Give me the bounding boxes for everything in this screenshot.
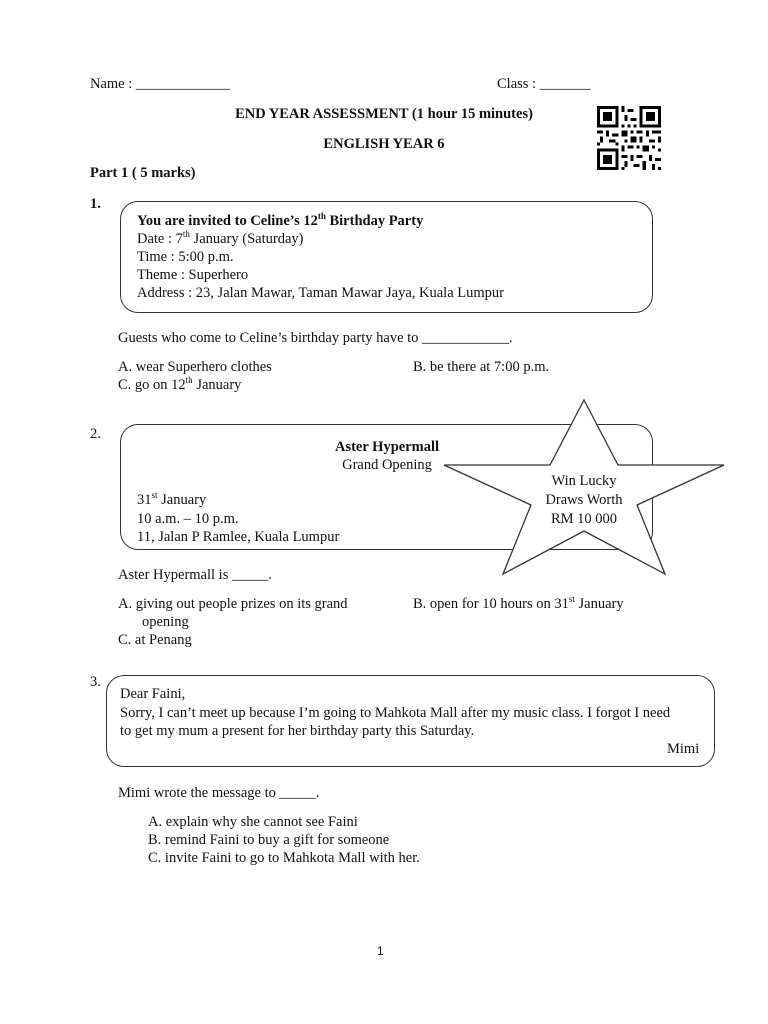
- assessment-subtitle: ENGLISH YEAR 6: [323, 136, 445, 152]
- q1-invitation-address: Address : 23, Jalan Mawar, Taman Mawar Jaya, Kuala Lumpur: [137, 285, 504, 301]
- q1-invitation-theme: Theme : Superhero: [137, 267, 249, 283]
- class-field-label: Class : _______: [497, 76, 591, 92]
- q3-message-body-line1: Sorry, I can’t meet up because I’m going to Mahkota Mall after my music class. I forgot I need: [120, 705, 671, 721]
- assessment-title: END YEAR ASSESSMENT (1 hour 15 minutes): [235, 106, 533, 122]
- q3-option-a[interactable]: A. explain why she cannot see Faini: [148, 814, 358, 830]
- q3-number: 3.: [90, 674, 101, 690]
- q1-option-a[interactable]: A. wear Superhero clothes: [118, 359, 272, 375]
- part-heading: Part 1 ( 5 marks): [90, 165, 196, 181]
- star-text-line3: RM 10 000: [550, 511, 618, 527]
- q3-message-signature: Mimi: [667, 741, 700, 757]
- q2-advert-address: 11, Jalan P Ramlee, Kuala Lumpur: [137, 529, 340, 545]
- q2-option-b[interactable]: B. open for 10 hours on 31st January: [413, 594, 624, 612]
- q2-number: 2.: [90, 426, 101, 442]
- q3-option-c[interactable]: C. invite Faini to go to Mahkota Mall with her.: [148, 850, 420, 866]
- q2-option-a[interactable]: A. giving out people prizes on its grand: [118, 596, 348, 612]
- q2-question: Aster Hypermall is _____.: [118, 567, 272, 583]
- q3-option-b[interactable]: B. remind Faini to buy a gift for someone: [148, 832, 390, 848]
- q1-option-b[interactable]: B. be there at 7:00 p.m.: [413, 359, 550, 375]
- star-text-line2: Draws Worth: [545, 492, 623, 508]
- q3-question: Mimi wrote the message to _____.: [118, 785, 320, 801]
- qr-code-icon: [597, 106, 661, 170]
- q3-message-greeting: Dear Faini,: [120, 686, 186, 702]
- q2-advert-time: 10 a.m. – 10 p.m.: [137, 511, 239, 527]
- q2-option-c[interactable]: C. at Penang: [118, 632, 192, 648]
- q2-option-a-continued: opening: [142, 614, 189, 630]
- star-text-line1: Win Lucky: [551, 473, 617, 489]
- q1-number: 1.: [90, 196, 101, 212]
- q2-advert-subtitle: Grand Opening: [342, 457, 432, 473]
- q2-advert-date: 31st January: [137, 490, 207, 508]
- page-number: 1: [377, 944, 384, 958]
- q1-question: Guests who come to Celine’s birthday party have to ____________.: [118, 330, 513, 346]
- q2-advert-title: Aster Hypermall: [334, 439, 440, 455]
- q1-option-c[interactable]: C. go on 12th January: [118, 375, 242, 393]
- q3-message-body-line2: to get my mum a present for her birthday party this Saturday.: [120, 723, 475, 739]
- q1-invitation-title: You are invited to Celine’s 12th Birthday Party: [137, 211, 424, 229]
- q1-invitation-date: Date : 7th January (Saturday): [137, 229, 304, 247]
- q1-invitation-time: Time : 5:00 p.m.: [137, 249, 234, 265]
- name-field-label: Name : _____________: [90, 76, 231, 92]
